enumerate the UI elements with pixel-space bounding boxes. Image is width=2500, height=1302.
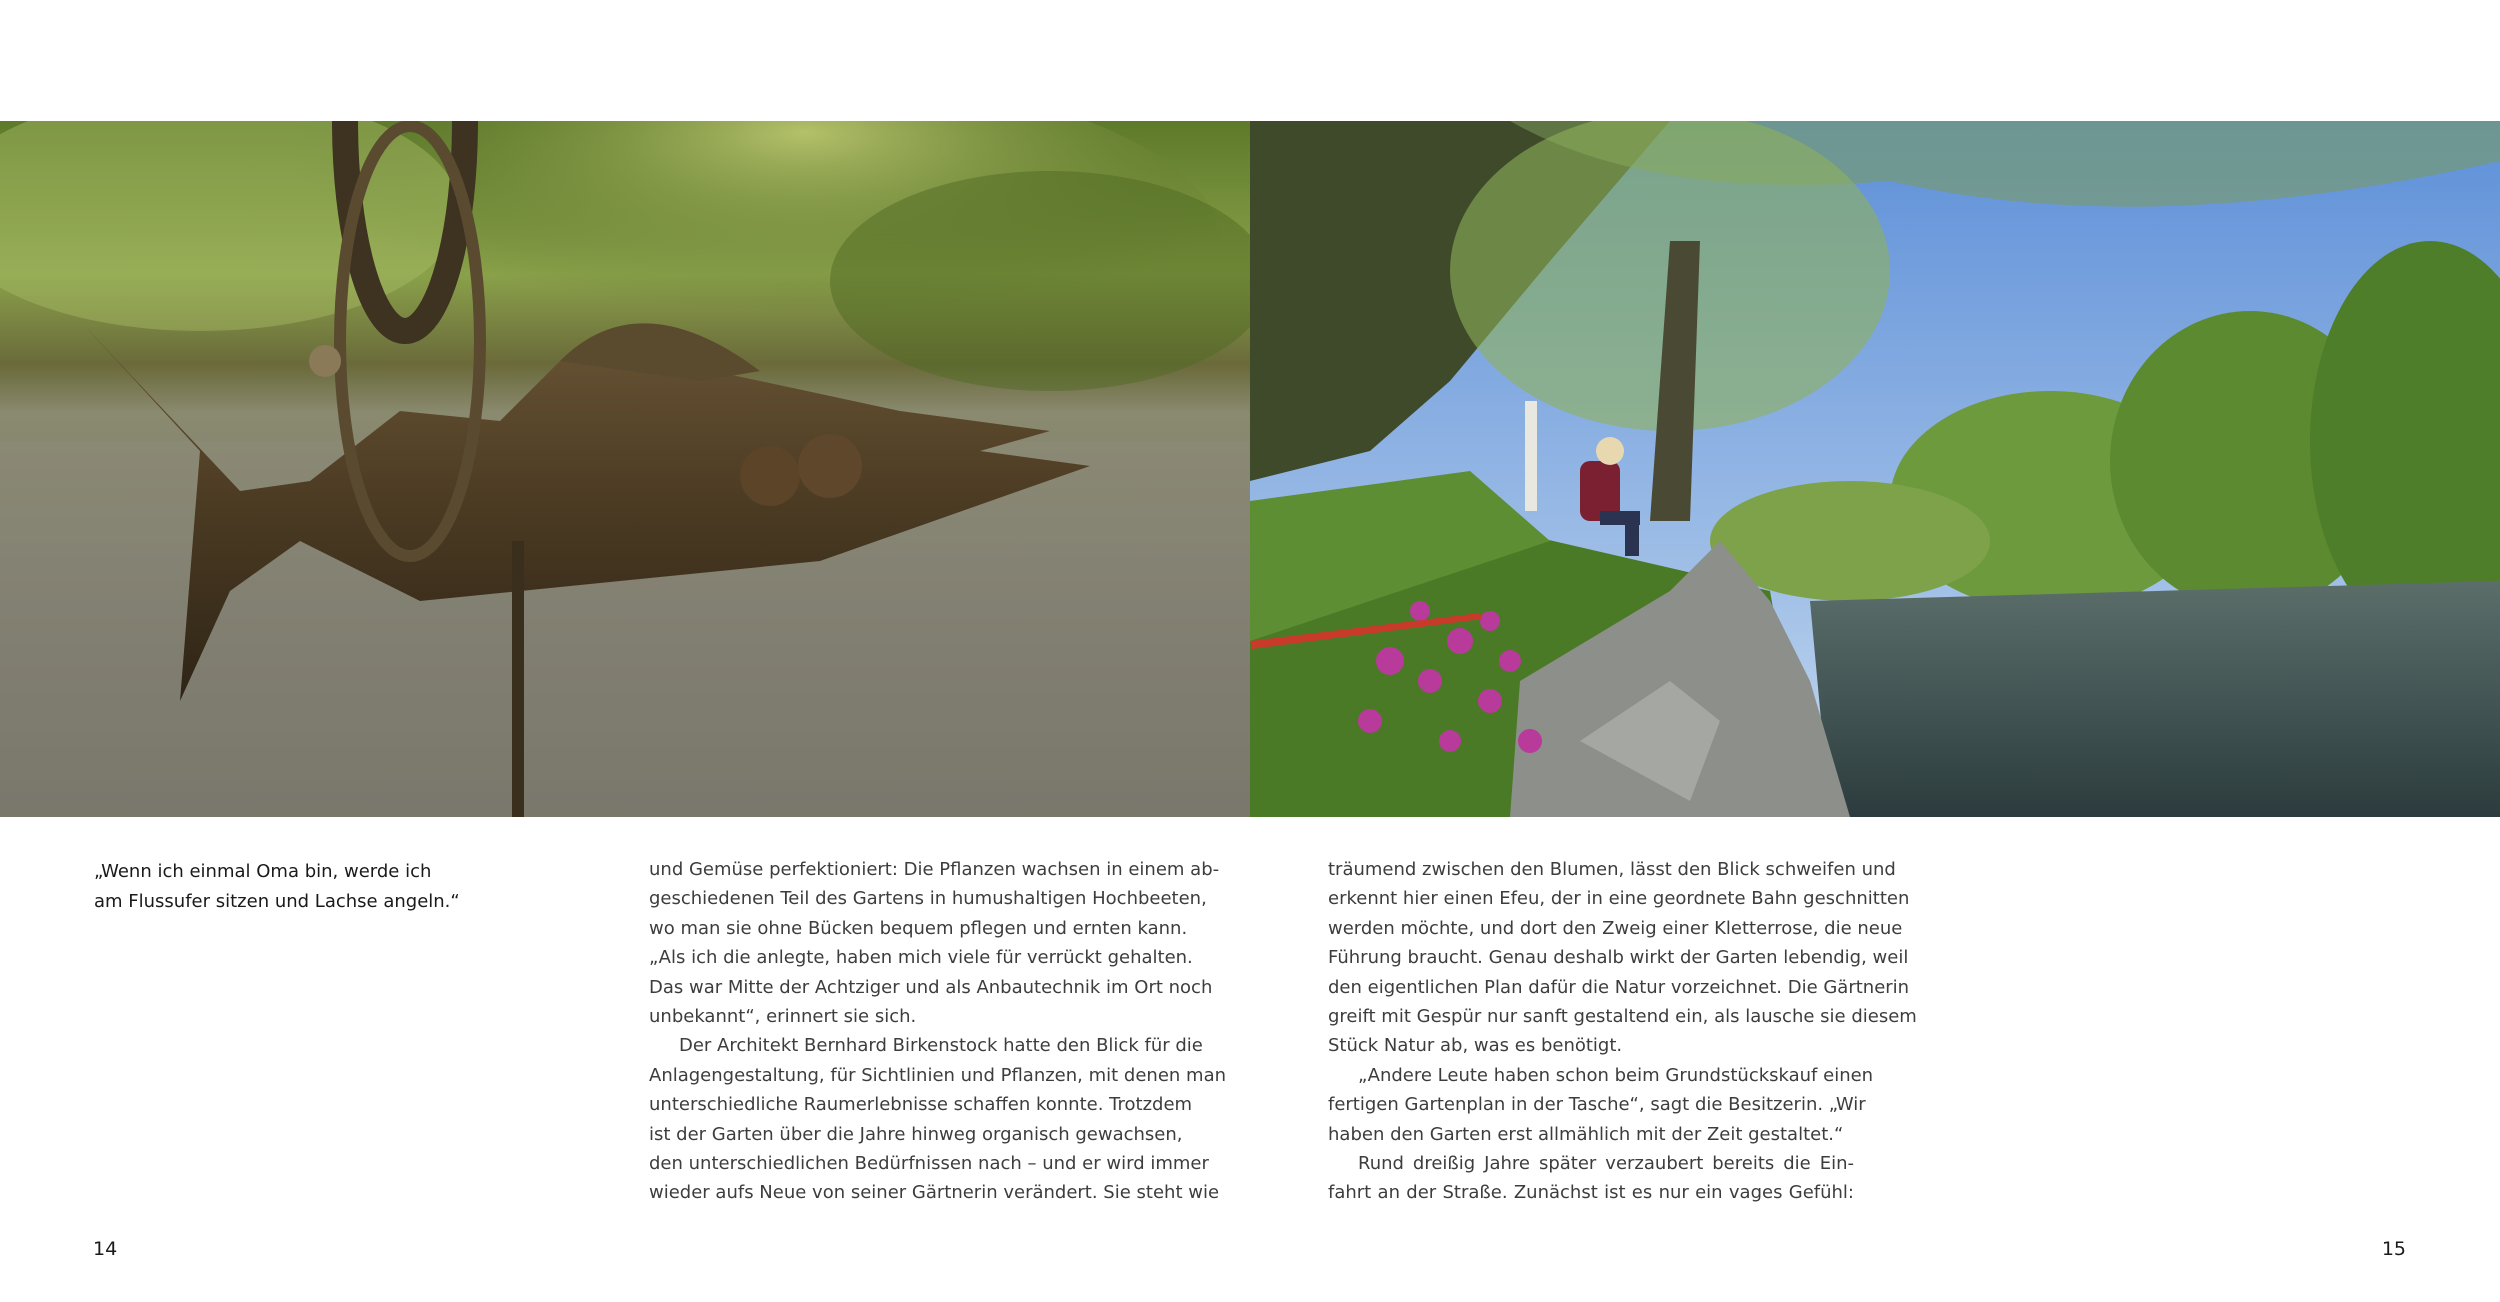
text-column-left-page (649, 855, 1227, 1208)
text-line: fertigen Gartenplan in der Tasche“, sagt die Besitzerin. „Wir (1328, 1094, 1866, 1116)
text-line: wieder aufs Neue von seiner Gärtnerin verändert. Sie steht wie (649, 1182, 1220, 1204)
text-line: und Gemüse perfektioniert: Die Pflanzen wachsen in einem ab- (649, 859, 1220, 880)
pull-quote (94, 857, 474, 917)
text-line: Rund dreißig Jahre später verzaubert bereits die Ein- (1358, 1153, 1854, 1175)
text-line: Anlagengestaltung, für Sichtlinien und Pflanzen, mit denen man (649, 1064, 1227, 1086)
text-line: den eigentlichen Plan dafür die Natur vorzeichnet. Die Gärtnerin (1328, 976, 1910, 998)
text-line: Führung braucht. Genau deshalb wirkt der Garten lebendig, weil (1328, 947, 1909, 969)
text-line: Der Architekt Bernhard Birkenstock hatte den Blick für die (679, 1035, 1203, 1057)
photo-fish-sculpture (0, 121, 1250, 817)
text-line: Stück Natur ab, was es benötigt. (1328, 1035, 1623, 1057)
text-line: fahrt an der Straße. Zunächst ist es nur ein vages Gefühl: (1328, 1182, 1854, 1204)
page-number-right: 15 (2381, 1238, 2406, 1260)
photo-garden-river (1250, 121, 2500, 817)
quote-line: „Wenn ich einmal Oma bin, werde ich (94, 861, 432, 882)
text-line: werden möchte, und dort den Zweig einer Kletterrose, die neue (1328, 917, 1903, 939)
text-line: wo man sie ohne Bücken bequem pflegen und ernten kann. (649, 917, 1188, 939)
text-line: „Als ich die anlegte, haben mich viele für verrückt gehalten. (649, 947, 1193, 969)
text-line: haben den Garten erst allmählich mit der Zeit gestaltet.“ (1328, 1123, 1844, 1145)
text-column-right-page (1328, 855, 1917, 1208)
text-line: den unterschiedlichen Bedürfnissen nach – und er wird immer (649, 1153, 1209, 1175)
text-line: unterschiedliche Raumerlebnisse schaffen konnte. Trotzdem (649, 1094, 1193, 1116)
text-line: Das war Mitte der Achtziger und als Anbautechnik im Ort noch (649, 976, 1213, 998)
quote-line: am Flussufer sitzen und Lachse angeln.“ (94, 891, 460, 912)
text-line: „Andere Leute haben schon beim Grundstückskauf einen (1358, 1064, 1874, 1086)
text-line: unbekannt“, erinnert sie sich. (649, 1006, 917, 1028)
text-line: träumend zwischen den Blumen, lässt den Blick schweifen und (1328, 859, 1896, 880)
text-line: geschiedenen Teil des Gartens in humushaltigen Hochbeeten, (649, 888, 1207, 910)
text-line: greift mit Gespür nur sanft gestaltend ein, als lausche sie diesem (1328, 1006, 1917, 1028)
text-line: ist der Garten über die Jahre hinweg organisch gewachsen, (649, 1123, 1183, 1145)
page-number-left: 14 (93, 1238, 118, 1260)
text-line: erkennt hier einen Efeu, der in eine geordnete Bahn geschnitten (1328, 888, 1910, 910)
